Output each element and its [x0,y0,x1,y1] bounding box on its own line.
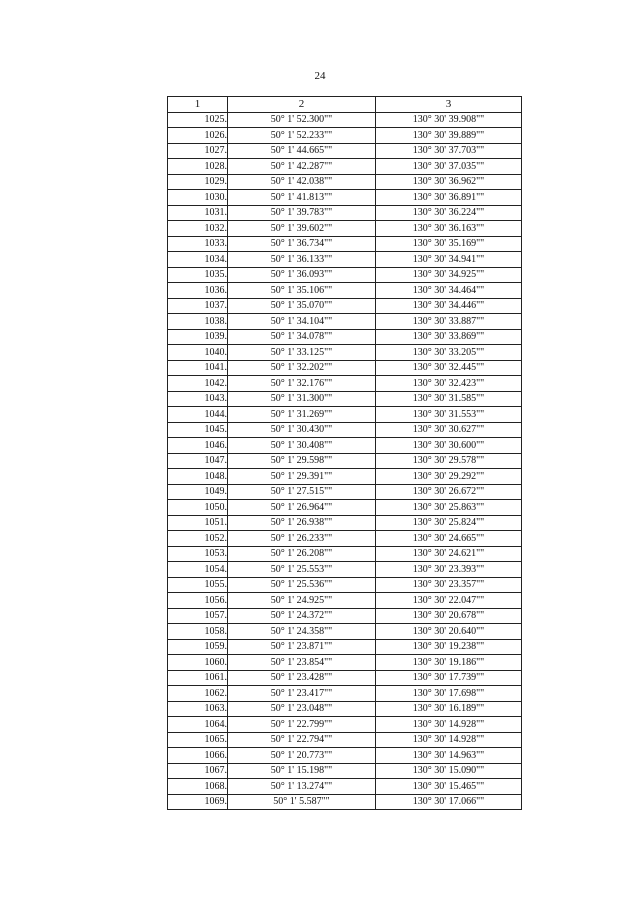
longitude-cell: 130° 30' 29.292"" [376,469,522,485]
longitude-cell: 130° 30' 31.553"" [376,407,522,423]
point-number-cell: 1042. [168,376,228,392]
table-row [168,763,522,779]
table-row [168,345,522,361]
longitude-cell: 130° 30' 34.941"" [376,252,522,268]
table-row [168,577,522,593]
table-row [168,298,522,314]
latitude-cell: 50° 1' 35.070"" [228,298,376,314]
longitude-cell: 130° 30' 39.908"" [376,112,522,128]
table-row [168,469,522,485]
latitude-cell: 50° 1' 34.078"" [228,329,376,345]
point-number-cell: 1027. [168,143,228,159]
latitude-cell: 50° 1' 30.430"" [228,422,376,438]
point-number-cell: 1065. [168,732,228,748]
latitude-cell: 50° 1' 26.208"" [228,546,376,562]
point-number-cell: 1035. [168,267,228,283]
table-row [168,422,522,438]
coordinates-table [167,96,522,810]
longitude-cell: 130° 30' 32.423"" [376,376,522,392]
point-number-cell: 1061. [168,670,228,686]
longitude-cell: 130° 30' 19.186"" [376,655,522,671]
table-row [168,484,522,500]
longitude-cell: 130° 30' 25.863"" [376,500,522,516]
point-number-cell: 1026. [168,128,228,144]
point-number-cell: 1069. [168,794,228,810]
point-number-cell: 1068. [168,779,228,795]
table-row [168,205,522,221]
table-row [168,732,522,748]
latitude-cell: 50° 1' 34.104"" [228,314,376,330]
longitude-cell: 130° 30' 16.189"" [376,701,522,717]
point-number-cell: 1050. [168,500,228,516]
point-number-cell: 1045. [168,422,228,438]
latitude-cell: 50° 1' 26.233"" [228,531,376,547]
longitude-cell: 130° 30' 33.205"" [376,345,522,361]
latitude-cell: 50° 1' 23.417"" [228,686,376,702]
longitude-cell: 130° 30' 33.887"" [376,314,522,330]
latitude-cell: 50° 1' 23.854"" [228,655,376,671]
latitude-cell: 50° 1' 32.176"" [228,376,376,392]
table-row [168,143,522,159]
longitude-cell: 130° 30' 23.393"" [376,562,522,578]
table-row [168,283,522,299]
longitude-cell: 130° 30' 37.035"" [376,159,522,175]
table-row [168,701,522,717]
point-number-cell: 1058. [168,624,228,640]
latitude-cell: 50° 1' 20.773"" [228,748,376,764]
longitude-cell: 130° 30' 33.869"" [376,329,522,345]
latitude-cell: 50° 1' 22.799"" [228,717,376,733]
longitude-cell: 130° 30' 14.963"" [376,748,522,764]
longitude-cell: 130° 30' 24.621"" [376,546,522,562]
point-number-cell: 1033. [168,236,228,252]
header-longitude: 3 [376,97,522,113]
latitude-cell: 50° 1' 24.372"" [228,608,376,624]
header-point-number: 1 [168,97,228,113]
point-number-cell: 1037. [168,298,228,314]
point-number-cell: 1059. [168,639,228,655]
point-number-cell: 1051. [168,515,228,531]
longitude-cell: 130° 30' 15.090"" [376,763,522,779]
longitude-cell: 130° 30' 36.163"" [376,221,522,237]
longitude-cell: 130° 30' 14.928"" [376,732,522,748]
latitude-cell: 50° 1' 42.287"" [228,159,376,175]
longitude-cell: 130° 30' 25.824"" [376,515,522,531]
table-row [168,717,522,733]
point-number-cell: 1047. [168,453,228,469]
point-number-cell: 1054. [168,562,228,578]
longitude-cell: 130° 30' 39.889"" [376,128,522,144]
longitude-cell: 130° 30' 29.578"" [376,453,522,469]
table-row [168,391,522,407]
latitude-cell: 50° 1' 36.093"" [228,267,376,283]
table-row [168,190,522,206]
latitude-cell: 50° 1' 44.665"" [228,143,376,159]
point-number-cell: 1067. [168,763,228,779]
longitude-cell: 130° 30' 34.464"" [376,283,522,299]
point-number-cell: 1028. [168,159,228,175]
table-row [168,314,522,330]
table-row [168,515,522,531]
longitude-cell: 130° 30' 36.962"" [376,174,522,190]
point-number-cell: 1053. [168,546,228,562]
table-row [168,174,522,190]
point-number-cell: 1049. [168,484,228,500]
table-row [168,624,522,640]
latitude-cell: 50° 1' 35.106"" [228,283,376,299]
latitude-cell: 50° 1' 52.300"" [228,112,376,128]
point-number-cell: 1052. [168,531,228,547]
table-row [168,453,522,469]
table-row [168,360,522,376]
latitude-cell: 50° 1' 42.038"" [228,174,376,190]
longitude-cell: 130° 30' 17.698"" [376,686,522,702]
table-row [168,438,522,454]
longitude-cell: 130° 30' 19.238"" [376,639,522,655]
longitude-cell: 130° 30' 36.891"" [376,190,522,206]
point-number-cell: 1055. [168,577,228,593]
longitude-cell: 130° 30' 36.224"" [376,205,522,221]
latitude-cell: 50° 1' 41.813"" [228,190,376,206]
point-number-cell: 1029. [168,174,228,190]
table-row [168,407,522,423]
table-row [168,670,522,686]
latitude-cell: 50° 1' 39.783"" [228,205,376,221]
latitude-cell: 50° 1' 26.964"" [228,500,376,516]
longitude-cell: 130° 30' 26.672"" [376,484,522,500]
table-row [168,112,522,128]
longitude-cell: 130° 30' 17.739"" [376,670,522,686]
longitude-cell: 130° 30' 22.047"" [376,593,522,609]
longitude-cell: 130° 30' 37.703"" [376,143,522,159]
latitude-cell: 50° 1' 24.925"" [228,593,376,609]
table-row [168,221,522,237]
point-number-cell: 1036. [168,283,228,299]
page-number: 24 [314,70,326,82]
table-row [168,593,522,609]
longitude-cell: 130° 30' 24.665"" [376,531,522,547]
point-number-cell: 1066. [168,748,228,764]
point-number-cell: 1041. [168,360,228,376]
table-row [168,608,522,624]
point-number-cell: 1060. [168,655,228,671]
longitude-cell: 130° 30' 30.627"" [376,422,522,438]
point-number-cell: 1031. [168,205,228,221]
table-row [168,236,522,252]
point-number-cell: 1064. [168,717,228,733]
latitude-cell: 50° 1' 25.553"" [228,562,376,578]
table-row [168,531,522,547]
latitude-cell: 50° 1' 5.587"" [228,794,376,810]
table-row [168,500,522,516]
point-number-cell: 1030. [168,190,228,206]
point-number-cell: 1043. [168,391,228,407]
point-number-cell: 1056. [168,593,228,609]
table-row [168,748,522,764]
table-row [168,655,522,671]
point-number-cell: 1040. [168,345,228,361]
latitude-cell: 50° 1' 25.536"" [228,577,376,593]
latitude-cell: 50° 1' 36.133"" [228,252,376,268]
latitude-cell: 50° 1' 24.358"" [228,624,376,640]
latitude-cell: 50° 1' 26.938"" [228,515,376,531]
longitude-cell: 130° 30' 14.928"" [376,717,522,733]
longitude-cell: 130° 30' 20.678"" [376,608,522,624]
point-number-cell: 1032. [168,221,228,237]
point-number-cell: 1038. [168,314,228,330]
latitude-cell: 50° 1' 29.391"" [228,469,376,485]
latitude-cell: 50° 1' 32.202"" [228,360,376,376]
latitude-cell: 50° 1' 29.598"" [228,453,376,469]
table-row [168,686,522,702]
latitude-cell: 50° 1' 13.274"" [228,779,376,795]
longitude-cell: 130° 30' 23.357"" [376,577,522,593]
latitude-cell: 50° 1' 30.408"" [228,438,376,454]
latitude-cell: 50° 1' 22.794"" [228,732,376,748]
latitude-cell: 50° 1' 31.300"" [228,391,376,407]
header-row [168,97,522,113]
point-number-cell: 1046. [168,438,228,454]
longitude-cell: 130° 30' 31.585"" [376,391,522,407]
table-row [168,546,522,562]
table-row [168,639,522,655]
point-number-cell: 1039. [168,329,228,345]
table-row [168,252,522,268]
point-number-cell: 1057. [168,608,228,624]
latitude-cell: 50° 1' 27.515"" [228,484,376,500]
latitude-cell: 50° 1' 52.233"" [228,128,376,144]
table-row [168,779,522,795]
longitude-cell: 130° 30' 32.445"" [376,360,522,376]
latitude-cell: 50° 1' 15.198"" [228,763,376,779]
point-number-cell: 1034. [168,252,228,268]
table-row [168,267,522,283]
latitude-cell: 50° 1' 39.602"" [228,221,376,237]
table-row [168,562,522,578]
point-number-cell: 1048. [168,469,228,485]
table-row [168,159,522,175]
latitude-cell: 50° 1' 36.734"" [228,236,376,252]
longitude-cell: 130° 30' 20.640"" [376,624,522,640]
table-row [168,376,522,392]
point-number-cell: 1044. [168,407,228,423]
longitude-cell: 130° 30' 35.169"" [376,236,522,252]
point-number-cell: 1063. [168,701,228,717]
table-row [168,794,522,810]
latitude-cell: 50° 1' 23.048"" [228,701,376,717]
longitude-cell: 130° 30' 34.925"" [376,267,522,283]
point-number-cell: 1025. [168,112,228,128]
latitude-cell: 50° 1' 23.428"" [228,670,376,686]
latitude-cell: 50° 1' 31.269"" [228,407,376,423]
longitude-cell: 130° 30' 17.066"" [376,794,522,810]
longitude-cell: 130° 30' 30.600"" [376,438,522,454]
longitude-cell: 130° 30' 15.465"" [376,779,522,795]
header-latitude: 2 [228,97,376,113]
latitude-cell: 50° 1' 33.125"" [228,345,376,361]
latitude-cell: 50° 1' 23.871"" [228,639,376,655]
table-row [168,329,522,345]
longitude-cell: 130° 30' 34.446"" [376,298,522,314]
table-row [168,128,522,144]
point-number-cell: 1062. [168,686,228,702]
